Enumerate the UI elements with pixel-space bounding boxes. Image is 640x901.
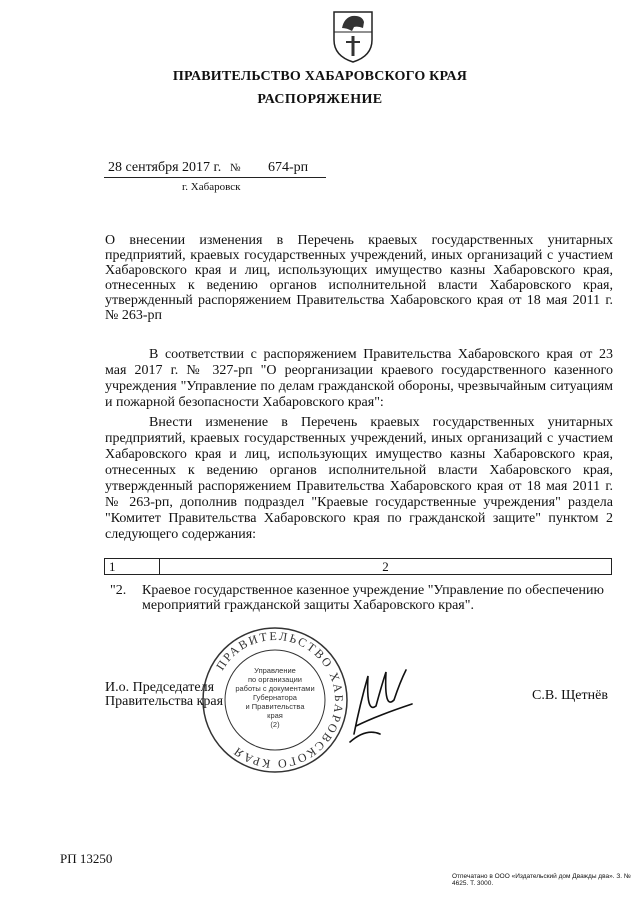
registration-number: РП 13250 <box>60 851 113 866</box>
stamp-line-2: по организации <box>247 675 303 684</box>
column-2-header: 2 <box>382 559 389 574</box>
item-text: Краевое государственное казенное учреждение "Управление по обеспечению мероприятий гражданской защиты Хабаровского края". <box>142 583 604 613</box>
document-date: 28 сентября 2017 г. <box>108 160 222 175</box>
column-1-header: 1 <box>105 559 160 574</box>
document-city: г. Хабаровск <box>182 181 241 193</box>
item-number: "2. <box>110 583 127 598</box>
printer-note: Отпечатано в ООО «Издательский дом Дважды два». З. № 4625. Т. 3000. <box>452 873 631 887</box>
coat-of-arms-emblem <box>330 6 376 64</box>
body-paragraph-1: В соответствии с распоряжением Правительства Хабаровского края от 23 мая 2017 г. № 327-рп "О реорганизации краевого государственного казенного учреждения "Управление по делам гражданской обороны, чрезвычайным ситуациям и пожарной безопасности Хабаровского края": <box>105 347 613 410</box>
handwritten-signature <box>346 664 418 746</box>
stamp-line-5: и Правительства <box>245 702 305 711</box>
stamp-line-1: Управление <box>254 666 296 675</box>
signatory-name: С.В. Щетнёв <box>532 688 608 703</box>
stamp-outer-text: ПРАВИТЕЛЬСТВО ХАБАРОВСКОГО КРАЯ <box>213 628 347 772</box>
document-subject: О внесении изменения в Перечень краевых государственных унитарных предприятий, краевых государственных учреждений, иных организаций с участием Хабаровского края и лиц, использующих имущество казны Хабаровского края, отнесенных к ведению органов исполнительной власти Хабаровского края, утвержденный распоряжением Правительства Хабаровского края от 18 мая 2011 г. № 263-рп <box>105 233 613 323</box>
stamp-line-7: (2) <box>270 720 280 729</box>
org-title: ПРАВИТЕЛЬСТВО ХАБАРОВСКОГО КРАЯ <box>172 69 468 84</box>
signatory-role-line-1: И.о. Председателя <box>105 680 215 695</box>
number-sign: № <box>230 162 241 174</box>
stamp-line-3: работы с документами <box>235 684 315 693</box>
stamp-line-4: Губернатора <box>253 693 297 702</box>
column-header-table <box>104 558 612 575</box>
signatory-role-line-2: Правительства края <box>105 694 224 709</box>
document-number: 674-рп <box>268 160 309 175</box>
stamp-line-6: края <box>267 711 283 720</box>
body-paragraph-2: Внести изменение в Перечень краевых государственных унитарных предприятий, краевых государственных учреждений, иных организаций с участием Хабаровского края и лиц, использующих имущество казны Хабаровского края, отнесенных к ведению органов исполнительной власти Хабаровского края, утвержденный распоряжением Правительства Хабаровского края от 18 мая 2011 г. № 263-рп, дополнив подраздел "Краевые государственные учреждения" раздела "Комитет Правительства Хабаровского края по гражданской защите" пунктом 2 следующего содержания: <box>105 415 613 542</box>
date-underline <box>104 177 326 178</box>
document-type: РАСПОРЯЖЕНИЕ <box>257 92 383 107</box>
